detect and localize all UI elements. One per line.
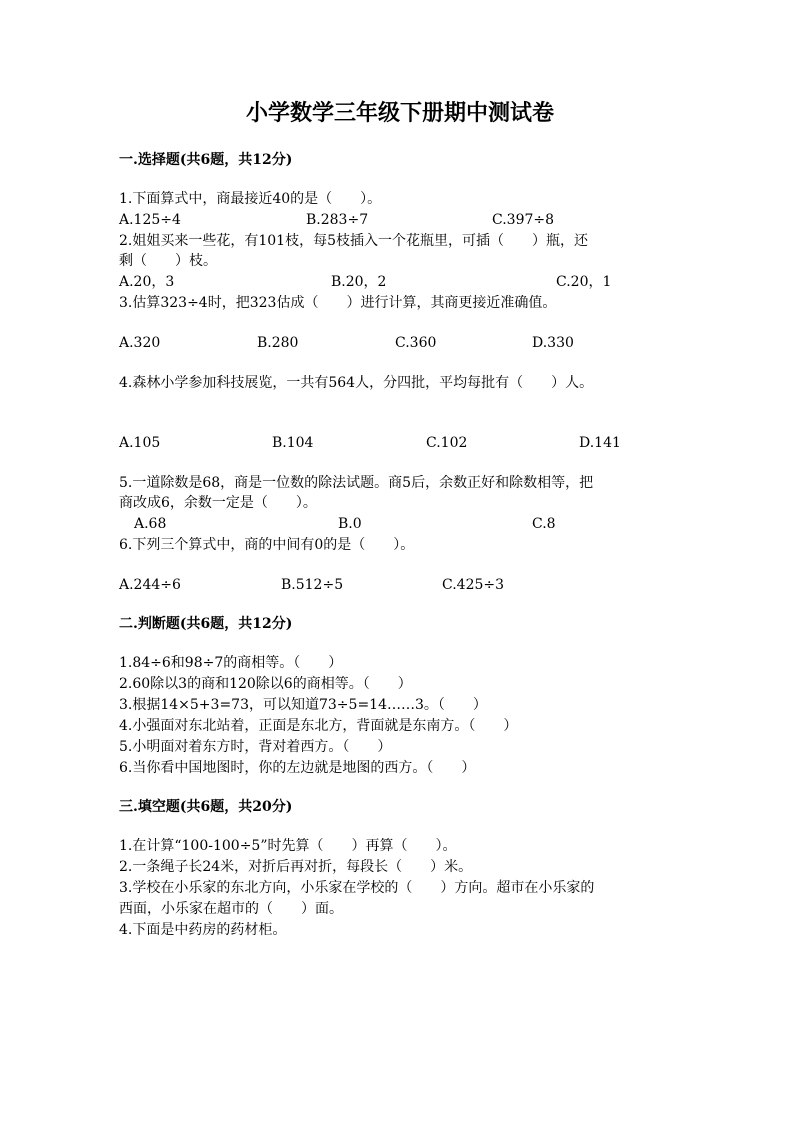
question-text: 2.60除以3的商和120除以6的商相等。（ ） bbox=[119, 676, 412, 692]
question-text: 2.一条绳子长24米，对折后再对折，每段长（ ）米。 bbox=[119, 859, 473, 875]
question-text: 1.84÷6和98÷7的商相等。（ ） bbox=[119, 655, 343, 671]
page-title: 小学数学三年级下册期中测试卷 bbox=[245, 100, 554, 126]
question-text: 3.学校在小乐家的东北方向，小乐家在学校的（ ）方向。超市在小乐家的 bbox=[119, 880, 595, 896]
question-text: 4.下面是中药房的药材柜。 bbox=[119, 922, 287, 938]
option-d: D.330 bbox=[532, 335, 574, 351]
question-text: 6.下列三个算式中，商的中间有0的是（ ）。 bbox=[119, 537, 415, 553]
option-c: C.397÷8 bbox=[492, 212, 555, 228]
question-text-continued: 西面，小乐家在超市的（ ）面。 bbox=[119, 901, 343, 917]
section-heading-choice: 一.选择题(共6题，共12分) bbox=[119, 152, 293, 168]
question-text: 2.姐姐买来一些花，有101枝，每5枝插入一个花瓶里，可插（ ）瓶，还 bbox=[119, 233, 588, 249]
option-a: A.244÷6 bbox=[119, 577, 181, 593]
question-text: 3.根据14×5+3=73，可以知道73÷5=14……3。（ ） bbox=[119, 697, 487, 713]
option-a: A.68 bbox=[134, 516, 167, 532]
section-heading-fill-blank: 三.填空题(共6题，共20分) bbox=[119, 799, 293, 815]
option-a: A.125÷4 bbox=[119, 212, 181, 228]
option-a: A.20，3 bbox=[119, 274, 175, 290]
option-b: B.512÷5 bbox=[281, 577, 344, 593]
option-c: C.20，1 bbox=[556, 274, 612, 290]
option-c: C.8 bbox=[532, 516, 556, 532]
question-text: 1.下面算式中，商最接近40的是（ ）。 bbox=[119, 191, 382, 207]
question-text: 6.当你看中国地图时，你的左边就是地图的西方。（ ） bbox=[119, 760, 476, 776]
question-text-continued: 剩（ ）枝。 bbox=[119, 253, 217, 269]
question-text: 4.森林小学参加科技展览，一共有564人，分四批，平均每批有（ ）人。 bbox=[119, 375, 594, 391]
option-d: D.141 bbox=[579, 435, 621, 451]
section-heading-judgement: 二.判断题(共6题，共12分) bbox=[119, 616, 293, 632]
question-text: 5.小明面对着东方时，背对着西方。（ ） bbox=[119, 739, 392, 755]
option-c: C.102 bbox=[426, 435, 468, 451]
option-b: B.0 bbox=[338, 516, 362, 532]
option-b: B.280 bbox=[257, 335, 299, 351]
question-text-continued: 商改成6，余数一定是（ ）。 bbox=[119, 495, 317, 511]
option-c: C.360 bbox=[395, 335, 437, 351]
question-text: 5.一道除数是68，商是一位数的除法试题。商5后，余数正好和除数相等，把 bbox=[119, 475, 594, 491]
option-a: A.105 bbox=[119, 435, 161, 451]
option-b: B.20，2 bbox=[331, 274, 387, 290]
question-text: 3.估算323÷4时，把323估成（ ）进行计算，其商更接近准确值。 bbox=[119, 295, 557, 311]
option-c: C.425÷3 bbox=[442, 577, 505, 593]
question-text: 1.在计算“100-100÷5”时先算（ ）再算（ ）。 bbox=[119, 838, 457, 854]
option-b: B.283÷7 bbox=[306, 212, 369, 228]
option-a: A.320 bbox=[119, 335, 161, 351]
question-text: 4.小强面对东北站着，正面是东北方，背面就是东南方。（ ） bbox=[119, 718, 518, 734]
option-b: B.104 bbox=[272, 435, 314, 451]
